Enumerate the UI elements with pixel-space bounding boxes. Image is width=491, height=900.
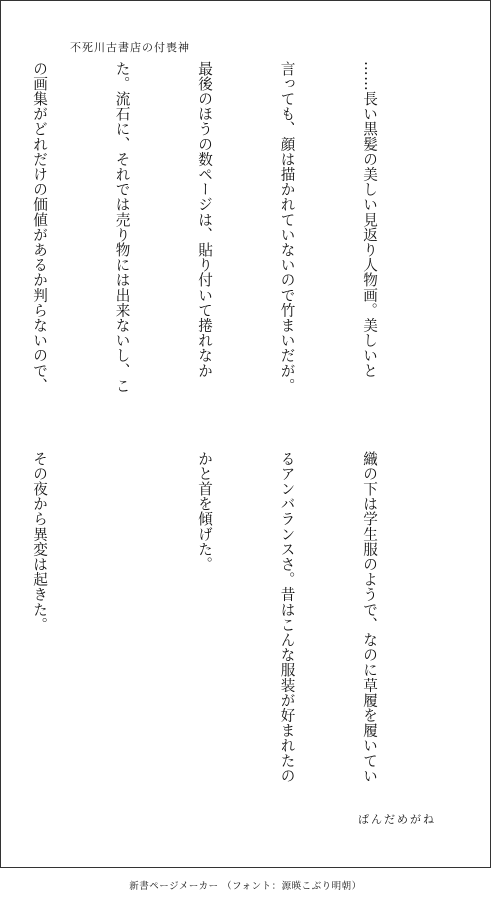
text-line: 織の下は学生服のようで、なのに草履を履いてい bbox=[361, 451, 378, 784]
text-line: かと首を傾げた。 bbox=[196, 451, 213, 572]
top-text-block bbox=[0, 61, 438, 421]
text-line: た。流石に、それでは売り物には出来ないし、こ bbox=[113, 61, 131, 394]
text-line: の画集がどれだけの価値があるか判らないので、 bbox=[31, 61, 48, 394]
text-line: その夜から異変は起きた。 bbox=[31, 451, 48, 633]
footer-credit: 新書ページメーカー （フォント：源暎こぶり明朝） bbox=[129, 881, 362, 892]
text-line: ……長い黒髪の美しい見返り人物画。美しいと bbox=[361, 61, 378, 379]
book-title: 不死川古書店の付喪神 bbox=[70, 41, 190, 54]
text-line: 最後のほうの数ページは、貼り付いて捲れなか bbox=[196, 61, 213, 379]
text-line: るアンバランスさ。昔はこんな服装が好まれたの bbox=[278, 451, 296, 784]
blank-line bbox=[108, 451, 136, 811]
text-line: 言っても、顔は描かれていないので竹まいだが。 bbox=[278, 61, 296, 394]
bottom-text-block bbox=[0, 451, 438, 811]
author-name: ぱんだめがね bbox=[358, 813, 436, 826]
